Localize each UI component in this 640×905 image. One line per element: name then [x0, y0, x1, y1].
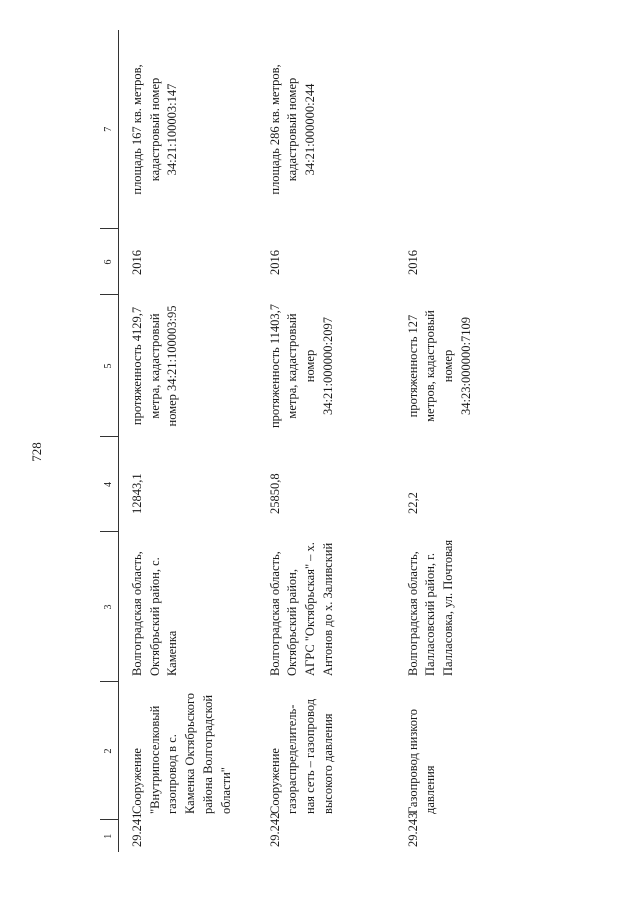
object-name: Сооружение "Внутрипоселковый газопровод в с. Каменка Октябрьского района Волгоградской области" [130, 692, 233, 814]
object-name: Газопровод низкого давления [405, 708, 438, 814]
object-address: Волгоградская область, Октябрьский район, АГРС "Октябрьская" – х. Антонов до х. Заливский [267, 542, 335, 676]
object-name: Сооружение газораспределитель-ная сеть – газопровод высокого давления [267, 698, 335, 814]
object-year: 2016 [130, 250, 144, 275]
object-value: 22,2 [405, 492, 420, 514]
column-number: 4 [100, 437, 119, 532]
object-value: 12843,1 [130, 473, 144, 514]
column-number: 6 [100, 229, 119, 295]
column-number: 1 [100, 820, 119, 852]
row-number: 29.243 [405, 812, 420, 847]
object-description: протяженность 127 метров, кадастровый номер 34:23:000000:7109 [405, 310, 473, 422]
column-number: 7 [100, 30, 119, 229]
row-number: 29.241 [130, 812, 144, 847]
object-value: 25850,8 [267, 473, 282, 514]
table-row [257, 30, 395, 852]
land-plot: площадь 286 кв. метров, кадастровый номер 34:21:000000:244 [267, 64, 317, 195]
table-row [119, 30, 257, 852]
object-year: 2016 [405, 250, 420, 275]
rotated-table-wrapper [100, 30, 530, 852]
column-number-row [100, 30, 119, 852]
land-plot [395, 30, 515, 229]
land-plot: площадь 167 кв. метров, кадастровый номер 34:21:100003:147 [130, 64, 180, 195]
table-row [395, 30, 515, 852]
row-number: 29.242 [267, 812, 282, 847]
column-number: 5 [100, 295, 119, 437]
registry-table [100, 30, 515, 852]
column-number: 2 [100, 682, 119, 820]
page-number: 728 [29, 442, 44, 462]
object-description: протяженность 4129,7 метра, кадастровый номер 34:21:100003:95 [130, 305, 180, 427]
object-address: Волгоградская область, Октябрьский район, с. Каменка [130, 551, 180, 676]
column-number: 3 [100, 532, 119, 682]
object-year: 2016 [267, 250, 282, 275]
object-description: протяженность 11403,7 метра, кадастровый номер 34:21:000000:2097 [267, 303, 335, 429]
object-address: Волгоградская область, Палласовский район, г. Палласовка, ул. Почтовая [405, 539, 455, 676]
